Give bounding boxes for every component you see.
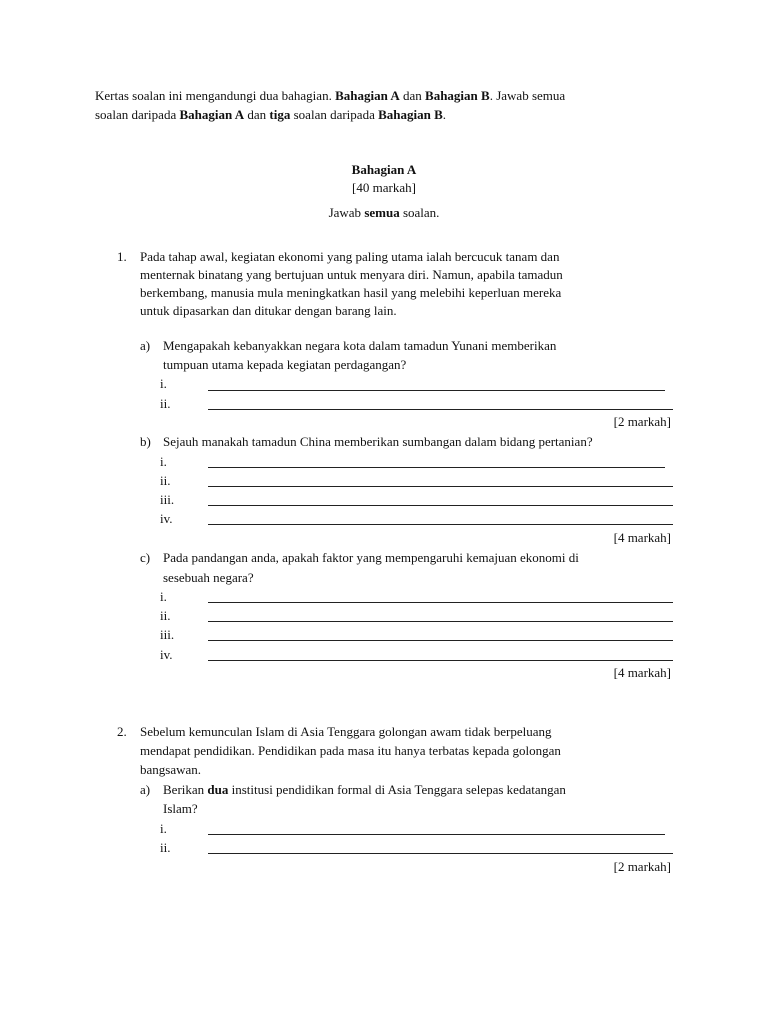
subquestion-label: b) [140, 434, 151, 449]
marks-label: [4 markah] [613, 530, 671, 545]
answer-line[interactable] [208, 621, 673, 622]
intro-text: dan [399, 88, 426, 103]
section-instruction [0, 205, 768, 221]
subquestion-label: c) [140, 550, 151, 565]
q1c-text-line: Pada pandangan anda, apakah faktor yang mempengaruhi kemajuan ekonomi di [163, 550, 579, 565]
answer-line[interactable] [208, 524, 673, 525]
marks-label: [2 markah] [613, 859, 671, 874]
intro-bold-count: tiga [269, 107, 291, 122]
answer-line[interactable] [208, 467, 665, 468]
intro-text: dan [244, 107, 270, 122]
question-number: 1. [117, 249, 127, 264]
intro-text: soalan daripada [290, 107, 379, 122]
answer-line[interactable] [208, 505, 673, 506]
q2-text-line: mendapat pendidikan. Pendidikan pada masa itu hanya terbatas kepada golongan [140, 743, 561, 758]
q1-text-line: menternak binatang yang bertujuan untuk menyara diri. Namun, apabila tamadun [140, 267, 563, 282]
instruction-text: Jawab [328, 205, 365, 220]
answer-line[interactable] [208, 602, 673, 603]
instruction-bold: semua [364, 205, 400, 220]
intro-text: soalan daripada [95, 107, 180, 122]
answer-line[interactable] [208, 486, 673, 487]
answer-line[interactable] [208, 660, 673, 661]
intro-bold-section-a: Bahagian A [179, 107, 245, 122]
q2-text-line: bangsawan. [140, 762, 202, 777]
answer-line[interactable] [208, 853, 673, 854]
q1a-text-line: Mengapakah kebanyakkan negara kota dalam tamadun Yunani memberikan [163, 338, 557, 353]
q2a-text: Berikan [163, 782, 208, 797]
q1-text-line: Pada tahap awal, kegiatan ekonomi yang paling utama ialah bercucuk tanam dan [140, 249, 560, 264]
marks-label: [2 markah] [613, 414, 671, 429]
subquestion-label: a) [140, 338, 151, 353]
question-number: 2. [117, 724, 127, 739]
marks-label: [4 markah] [613, 665, 671, 680]
intro-text: . Jawab semua [489, 88, 566, 103]
answer-label: i. [160, 376, 167, 391]
section-title: Bahagian A [351, 162, 417, 177]
q1c-text-line: sesebuah negara? [163, 570, 254, 585]
answer-label: ii. [160, 608, 171, 623]
answer-line[interactable] [208, 409, 673, 410]
intro-line-2 [95, 107, 446, 123]
q1a-text-line: tumpuan utama kepada kegiatan perdagangan? [163, 357, 407, 372]
q2a-text-line [163, 782, 566, 798]
subquestion-label: a) [140, 782, 151, 797]
intro-text: . [442, 107, 447, 122]
answer-label: i. [160, 821, 167, 836]
intro-text: Kertas soalan ini mengandungi dua bahagian. [95, 88, 336, 103]
q2a-bold: dua [207, 782, 229, 797]
answer-label: i. [160, 454, 167, 469]
answer-label: ii. [160, 396, 171, 411]
answer-label: iv. [160, 511, 173, 526]
instruction-text: soalan. [399, 205, 440, 220]
answer-label: ii. [160, 473, 171, 488]
q2a-text-line: Islam? [163, 801, 198, 816]
intro-bold-section-b: Bahagian B [425, 88, 490, 103]
intro-bold-section-b: Bahagian B [378, 107, 443, 122]
answer-label: iv. [160, 647, 173, 662]
intro-bold-section-a: Bahagian A [335, 88, 400, 103]
answer-line[interactable] [208, 834, 665, 835]
answer-label: iii. [160, 492, 175, 507]
q2-text-line: Sebelum kemunculan Islam di Asia Tenggara golongan awam tidak berpeluang [140, 724, 552, 739]
section-marks: [40 markah] [352, 180, 416, 195]
answer-label: ii. [160, 840, 171, 855]
answer-label: i. [160, 589, 167, 604]
q2a-text: institusi pendidikan formal di Asia Tenggara selepas kedatangan [228, 782, 566, 797]
q1-text-line: untuk dipasarkan dan ditukar dengan barang lain. [140, 303, 397, 318]
answer-line[interactable] [208, 640, 673, 641]
answer-line[interactable] [208, 390, 665, 391]
intro-line-1 [95, 88, 565, 104]
answer-label: iii. [160, 627, 175, 642]
q1b-text-line: Sejauh manakah tamadun China memberikan sumbangan dalam bidang pertanian? [163, 434, 593, 449]
q1-text-line: berkembang, manusia mula meningkatkan hasil yang melebihi keperluan mereka [140, 285, 562, 300]
